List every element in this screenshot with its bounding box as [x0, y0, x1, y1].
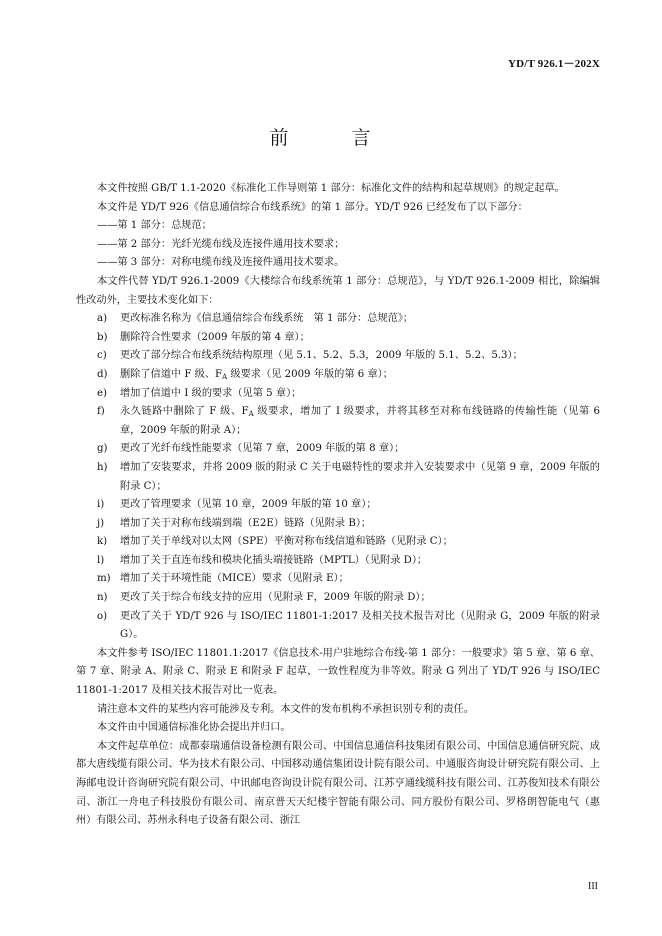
page-title: 前 言 — [269, 127, 393, 149]
change-item: o) 更改了关于 YD/T 926 与 ISO/IEC 11801-1:2017 及相关技术报告对比（见附录 G，2009 年版的附录 G）。 — [97, 610, 600, 641]
part-list-item: ——第 2 部分：光纤光缆布线及连接件通用技术要求； — [97, 238, 345, 250]
change-item: n) 更改了关于综合布线支持的应用（见附录 F，2009 年版的附录 D）； — [97, 592, 431, 604]
change-item: m) 增加了关于环境性能（MICE）要求（见附录 E）； — [97, 573, 349, 585]
change-item: k) 增加了关于单线对以太网（SPE）平衡对称布线信道和链路（见附录 C）； — [97, 536, 453, 548]
change-item: b) 删除符合性要求（2009 年版的第 4 章）； — [97, 331, 310, 343]
patent-notice: 请注意本文件的某些内容可能涉及专利。本文件的发布机构不承担识别专利的责任。 — [97, 703, 474, 715]
change-item: l) 增加了关于直连布线和模块化插头端接链路（MPTL）（见附录 D）； — [97, 554, 428, 566]
drafting-units-paragraph: 本文件起草单位：成都泰瑞通信设备检测有限公司、中国信息通信科技集团有限公司、中国信息通信研究院、成都大唐线缆有限公司、华为技术有限公司、中国移动通信集团设计院有限公司、中通服咨询设计研究院有限公司、上海邮电设计咨询研究院有限公司、中讯邮电咨询设计院有限公司、江苏亨通线缆科技有限公司、江苏俊知技术有限公司、浙江一舟电子科技股份有限公司、南京普天天纪楼宇智能有限公司、同方股份有限公司、罗格朗智能电气（惠州）有限公司、苏州永科电子设备有限公司、浙江 — [76, 740, 600, 827]
document-code: YD/T 926.1－202X — [507, 58, 600, 70]
change-item: a) 更改标准名称为《信息通信综合布线系统 第 1 部分：总规范》； — [97, 313, 414, 325]
change-item: h) 增加了安装要求，并将 2009 版的附录 C 关于电磁特性的要求并入安装要求中（见第 9 章，2009 年版的附录 C）； — [97, 461, 600, 492]
change-item: f) 永久链路中删除了 F 级、$F_A$ 级要求，增加了 I 级要求，并将其移至对称布线链路的传输性能（见第 6 章，2009 年版的附录 A）； — [97, 406, 600, 436]
foreword-body — [76, 180, 600, 831]
change-item: c) 更改了部分综合布线系统结构原理（见 5.1、5.2、5.3，2009 年版的 5.1、5.2、5.3）； — [97, 350, 523, 362]
intro-paragraph: 本文件按照 GB/T 1.1-2020《标准化工作导则第 1 部分：标准化文件的结构和起草规则》的规定起草。 — [97, 183, 565, 194]
part-list-item: ——第 3 部分：对称电缆布线及连接件通用技术要求。 — [97, 257, 345, 269]
replacement-paragraph: 本文件代替 YD/T 926.1-2009《大楼综合布线系统第 1 部分：总规范》，与 YD/T 926.1-2009 相比，除编辑性改动外，主要技术变化如下： — [76, 275, 600, 306]
part-list-item: ——第 1 部分：总规范； — [97, 220, 212, 232]
intro-paragraph: 本文件是 YD/T 926《信息通信综合布线系统》的第 1 部分。YD/T 926 已经发布了以下部分： — [97, 201, 528, 213]
change-item: j) 增加了关于对称布线端到端（E2E）链路（见附录 B）； — [97, 517, 372, 529]
proposer-paragraph: 本文件由中国通信标准化协会提出并归口。 — [97, 722, 291, 734]
change-item: g) 更改了光纤布线性能要求（见第 7 章，2009 年版的第 8 章）； — [97, 443, 405, 455]
reference-paragraph: 本文件参考 ISO/IEC 11801.1:2017《信息技术-用户驻地综合布线-第 1 部分：一般要求》第 5 章、第 6 章、第 7 章、附录 A、附录 C、附录 E 和附录 F 起草，一致性程度为非等效。附录 G 列出了 YD/T 926 与 ISO/IEC 11801-1:2017 及相关技术报告对比一览表。 — [76, 647, 600, 697]
change-item: d) 删除了信道中 F 级、$F_A$ 级要求（见 2009 年版的第 6 章）； — [97, 368, 393, 381]
page-number: III — [588, 881, 598, 892]
change-item: i) 更改了管理要求（见第 10 章，2009 年版的第 10 章）； — [97, 499, 377, 511]
change-item: e) 增加了信道中 I 级的要求（见第 5 章）； — [97, 387, 302, 399]
